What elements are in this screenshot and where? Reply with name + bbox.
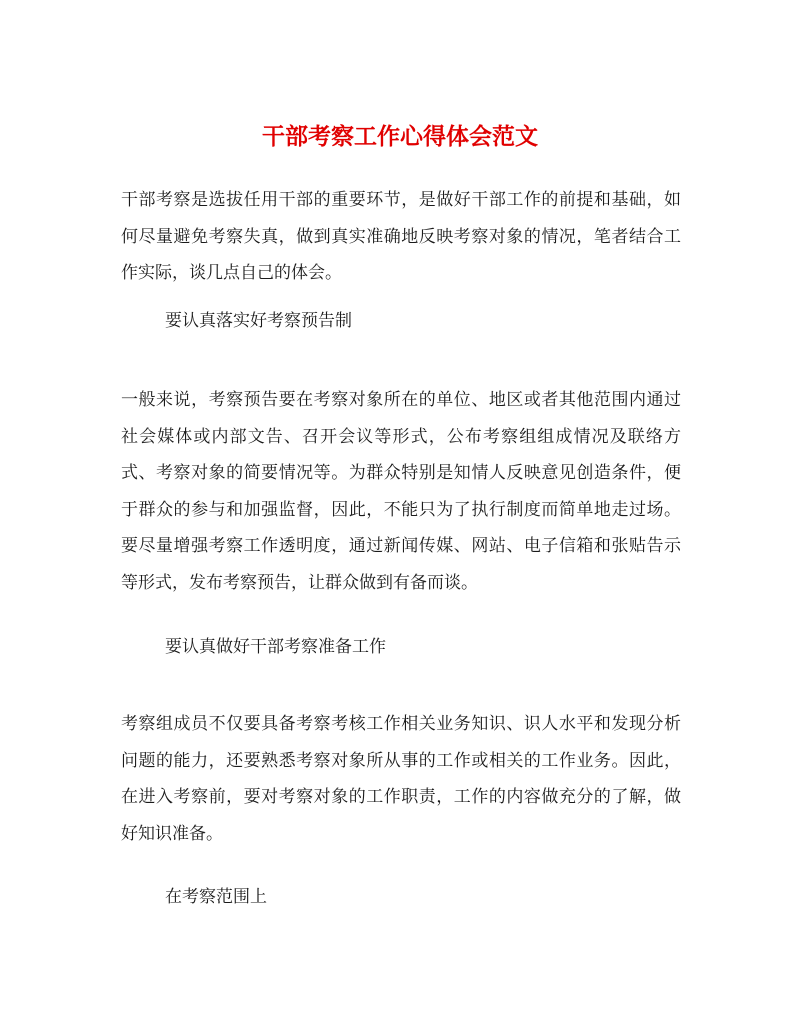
- intro-paragraph: 干部考察是选拔任用干部的重要环节，是做好干部工作的前提和基础，如何尽量避免考察失真，做到真实准确地反映考察对象的情况，笔者结合工作实际，谈几点自己的体会。: [121, 190, 681, 283]
- section-paragraph-2: 考察组成员不仅要具备考察考核工作相关业务知识、识人水平和发现分析问题的能力，还要熟悉考察对象所从事的工作或相关的工作业务。因此，在进入考察前，要对考察对象的工作职责，工作的内容做充分的了解，做好知识准备。: [121, 714, 681, 844]
- section-heading-2: 要认真做好干部考察准备工作: [165, 637, 386, 657]
- section-paragraph-1: 一般来说，考察预告要在考察对象所在的单位、地区或者其他范围内通过社会媒体或内部文告、召开会议等形式，公布考察组组成情况及联络方式、考察对象的简要情况等。为群众特别是知情人反映意见创造条件，便于群众的参与和加强监督，因此，不能只为了执行制度而简单地走过场。要尽量增强考察工作透明度，通过新闻传媒、网站、电子信箱和张贴告示等形式，发布考察预告，让群众做到有备而谈。: [121, 390, 681, 593]
- section-heading-1: 要认真落实好考察预告制: [165, 311, 352, 331]
- section-heading-3: 在考察范围上: [165, 887, 267, 907]
- document-title: 干部考察工作心得体会范文: [262, 123, 538, 151]
